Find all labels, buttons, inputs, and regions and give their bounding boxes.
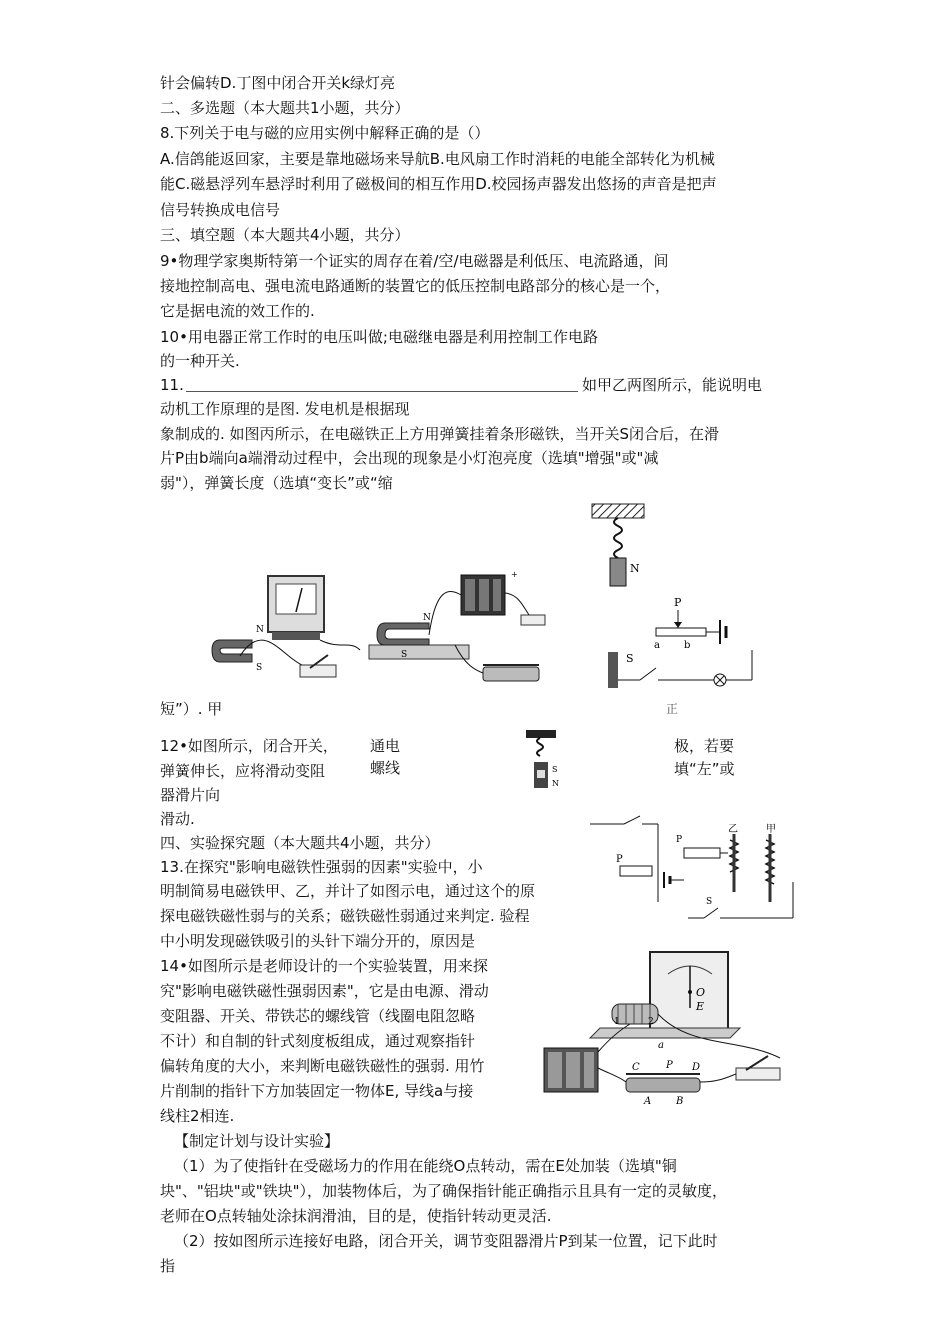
section-heading-fill-blank: 三、填空题（本大题共4小题，共分）: [160, 226, 410, 244]
question-11-stem: 如甲乙两图所示，能说明电: [582, 376, 763, 394]
text-line: 老师在O点转轴处涂抹润滑油，目的是，使指针转动更灵活.: [160, 1207, 552, 1225]
label-s: S: [706, 897, 713, 907]
question-13-stem: 13.在探究"影响电磁铁性强弱的因素"实验中，小: [160, 858, 483, 876]
text-line: 接地控制高电、强电流电路通断的装置它的低压控制电路部分的核心是一个，: [160, 277, 671, 295]
figure-bing-electromagnet-circuit: [590, 500, 760, 700]
label-b-terminal: B: [676, 1096, 684, 1107]
label-s: S: [626, 652, 634, 665]
figure-q14-apparatus: [540, 948, 785, 1118]
question-10-stem: 10•用电器正常工作时的电压叫做;电磁继电器是利用控制工作电路: [160, 328, 598, 346]
label-a-terminal: A: [644, 1096, 652, 1107]
label-plus: +: [511, 570, 518, 579]
text-line: 究"影响电磁铁磁性强弱因素"，它是由电源、滑动: [160, 982, 489, 1000]
text-line: 片削制的指针下方加装固定一物体E, 导线a与接: [160, 1082, 474, 1100]
label-p: P: [666, 1060, 673, 1071]
label-n: N: [423, 613, 431, 623]
text-line: 弹簧伸长，应将滑动变阻: [160, 762, 326, 780]
label-o: O: [696, 986, 706, 999]
text-line: 器滑片向: [160, 786, 221, 804]
figure-caption: 正: [666, 702, 679, 716]
question-11-number: 11.: [160, 376, 184, 394]
label-n: N: [256, 625, 264, 635]
text-line: 短”）. 甲: [160, 700, 223, 718]
text-line: 块"、"铝块"或"铁块"），加装物体后，为了确保指针能正确指示且具有一定的灵敏度，: [160, 1182, 728, 1200]
label-p: P: [616, 854, 623, 865]
question-9-stem: 9•物理学家奥斯特第一个证实的周存在着/空/电磁器是利低压、电流路通，间: [160, 252, 669, 270]
label-e: E: [696, 1000, 705, 1013]
label-jia: 甲: [766, 824, 776, 835]
label-c: C: [632, 1062, 640, 1073]
figure-q12-spring-magnet: [522, 728, 566, 792]
text-line: 片P由b端向a端滑动过程中，会出现的现象是小灯泡亮度（选填"增强"或"减: [160, 449, 659, 467]
text-line: 信号转换成电信号: [160, 201, 281, 219]
label-n: N: [630, 562, 640, 575]
question-14-stem: 14•如图所示是老师设计的一个实验装置，用来探: [160, 957, 488, 975]
text-line: 填“左”或: [674, 760, 735, 778]
text-line: 滑动.: [160, 810, 195, 828]
label-d: D: [692, 1062, 701, 1073]
label-s: S: [401, 650, 408, 660]
section-heading-multi-choice: 二、多选题（本大题共1小题，共分）: [160, 99, 410, 117]
label-yi: 乙: [728, 824, 738, 835]
text-line: 能C.磁悬浮列车悬浮时利用了磁极间的相互作用D.校园扬声器发出悠扬的声音是把声: [160, 175, 717, 193]
figure-jia-galvanometer: [210, 570, 370, 685]
text-line: A.信鸽能返回家，主要是靠地磁场来导航B.电风扇工作时消耗的电能全部转化为机械: [160, 150, 715, 168]
label-terminal-2: 2: [648, 1017, 654, 1027]
text-line: 针会偏转D.丁图中闭合开关k绿灯亮: [160, 74, 396, 92]
subsection-heading: 【制定计划与设计实验】: [174, 1132, 340, 1150]
question-12-stem: 12•如图所示，闭合开关，: [160, 737, 338, 755]
figure-yi-motor-setup: [365, 565, 550, 695]
text-line: 螺线: [370, 759, 401, 777]
figure-q13-electromagnet-circuit: [588, 812, 803, 927]
text-line: （2）按如图所示连接好电路，闭合开关，调节变阻器滑片P到某一位置，记下此时: [174, 1232, 718, 1250]
text-line: 变阻器、开关、带铁芯的螺线管（线圈电阻忽略: [160, 1007, 476, 1025]
label-s: S: [552, 765, 558, 774]
label-a: a: [654, 640, 660, 651]
text-line: 它是据电流的效工作的.: [160, 302, 315, 320]
text-line: 极，若要: [674, 737, 735, 755]
text-line: 动机工作原理的是图. 发电机是根据现: [160, 400, 410, 418]
text-line: 探电磁铁磁性弱与的关系；磁铁磁性弱通过来判定. 验程: [160, 907, 530, 925]
label-terminal-1: 1: [614, 1017, 620, 1027]
text-line: 中小明发现磁铁吸引的头针下端分开的，原因是: [160, 932, 476, 950]
label-p: P: [676, 835, 683, 845]
label-a: a: [658, 1040, 664, 1051]
text-line: 不计）和自制的针式刻度板组成，通过观察指针: [160, 1032, 476, 1050]
section-heading-experiment: 四、实验探究题（本大题共4小题，共分）: [160, 834, 440, 852]
text-line: 偏转角度的大小，来判断电磁铁磁性的强弱. 用竹: [160, 1057, 485, 1075]
text-line: （1）为了使指针在受磁场力的作用在能绕O点转动，需在E处加装（选填"铜: [174, 1157, 677, 1175]
text-line: 的一种开关.: [160, 352, 240, 370]
text-line: 明制简易电磁铁甲、乙，并计了如图示电，通过这个的原: [160, 882, 536, 900]
text-line: 象制成的. 如图丙所示，在电磁铁正上方用弹簧挂着条形磁铁，当开关S闭合后，在滑: [160, 425, 720, 443]
answer-blank-line: [186, 391, 578, 392]
label-n: N: [552, 779, 559, 788]
text-line: 指: [160, 1257, 176, 1275]
text-line: 线柱2相连.: [160, 1107, 235, 1125]
label-s: S: [256, 663, 263, 673]
text-line: 弱"），弹簧长度（选填“变长”或“缩: [160, 474, 393, 492]
question-8-stem: 8.下列关于电与磁的应用实例中解释正确的是（）: [160, 124, 490, 142]
label-p: P: [674, 596, 682, 609]
text-line: 通电: [370, 737, 401, 755]
label-b: b: [684, 640, 691, 651]
